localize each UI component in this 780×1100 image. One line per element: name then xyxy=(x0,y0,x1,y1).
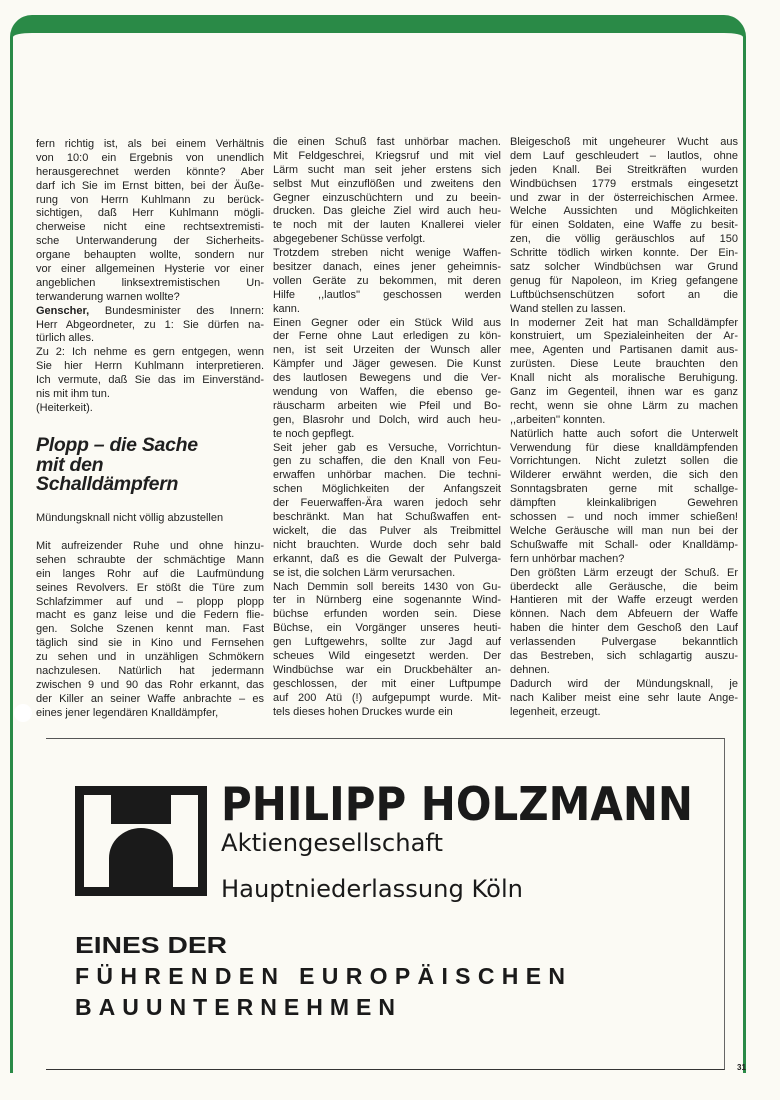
text-line: ein langes Rohr auf die Laufmündung xyxy=(36,567,264,580)
text-line: schen Möglichkeiten der Anfangszeit xyxy=(273,483,501,496)
text-line: können. Nach dem Abfeuern der Waffe xyxy=(510,608,738,621)
text-line: Den größten Lärm erzeugt der Schuß. Er xyxy=(510,566,738,579)
text-line: der Killer an seiner Waffe anbrachte – es xyxy=(36,692,264,705)
text-line: das Bestreben, sich schlagartig auszu- xyxy=(510,649,738,662)
text-line: überdeckt alle Geräusche, die beim xyxy=(510,580,738,593)
heading-line: Plopp – die Sache xyxy=(36,434,198,456)
text-line: satz solcher Windbüchsen war Grund xyxy=(510,261,738,274)
text-line: zen, die völlig geräuschlos auf 150 xyxy=(510,233,738,246)
text-line: Vorrichtungen. Nicht zuletzt sollen die xyxy=(510,455,738,468)
text-line: nicht brauchten. Wurde doch sehr bald xyxy=(273,538,501,551)
text-line xyxy=(36,305,264,319)
text-line: räuscharm arbeiten wie Pfeil und Bo- xyxy=(273,399,501,412)
text-line: Wilderer erwähnt werden, die sich den xyxy=(510,469,738,482)
text-line: Sonntagsbraten gerne mit schallge- xyxy=(510,483,738,496)
text-line: zu sehen und in unzähligen Schmökern xyxy=(36,651,264,664)
text-line: (Heiterkeit). xyxy=(36,401,93,414)
text-line: organe behaupten wollte, sondern nur xyxy=(36,249,264,262)
text-line: Seit jeher gab es Versuche, Vorrichtun- xyxy=(273,441,501,454)
text-line: sche Unterwanderung der Sicherheits- xyxy=(36,235,264,248)
text-line: Bleigeschoß mit ungeheurer Wucht aus xyxy=(510,136,738,148)
text-line: türlich alles. xyxy=(36,332,95,345)
text-line: täglich sind sie in Kino und Fernsehen xyxy=(36,637,264,650)
text-line: haben die hinter dem Geschoß den Lauf xyxy=(510,622,738,635)
holzmann-logo-icon xyxy=(75,786,207,896)
text-line: seines Revolvers. Er stößt die Türe zum xyxy=(36,581,264,594)
text-line: se ist, die solchen Lärm verursachen. xyxy=(273,566,456,579)
ad-slogan-line: FÜHRENDEN EUROPÄISCHEN xyxy=(75,963,565,989)
text-line: Zu 2: Ich nehme es gern entgegen, wenn xyxy=(36,346,264,359)
text-line: sehen schraubte der schmächtige Mann xyxy=(36,553,264,566)
text-line: gen Luftgewehrs, sollte zur Jagd auf xyxy=(273,636,501,649)
text-line: te noch gepflegt. xyxy=(273,427,355,440)
text-line: Trotzdem streben nicht wenige Waffen- xyxy=(273,247,501,260)
text-line: darf ich Sie im Ernst bitten, bei der Äuße- xyxy=(36,179,264,192)
text-line: dämpften kleinkalibrigen Gewehren xyxy=(510,497,738,510)
text-line: Schlafzimmer auf und – plopp plopp xyxy=(36,595,264,608)
text-line: zurüsten. Diese Leute brauchten den xyxy=(510,358,738,371)
text-line: Herr Abgeordneter, zu 1: Sie dürfen na- xyxy=(36,318,264,331)
text-line: mee, Agenten und Partisanen damit aus- xyxy=(510,344,738,357)
text-line: ,,arbeiten'' konnten. xyxy=(510,413,606,426)
text-line: fern richtig ist, als bei einem Verhältnis xyxy=(36,138,264,150)
text-line: Einen Gegner oder ein Stück Wild aus xyxy=(273,316,501,329)
text-line: dem Lauf geschleudert – lautlos, ohne xyxy=(510,149,738,162)
text-line: selbst Mut einzuflößen und zweitens den xyxy=(273,177,501,190)
text-line: Windbüchse war ein Druckbehälter an- xyxy=(273,663,501,676)
ad-legal-form: Aktiengesellschaft xyxy=(221,829,443,857)
text-line: legenheit, erzeugt. xyxy=(510,705,601,718)
text-line: nach Kaliber meist eine sehr laute Ange- xyxy=(510,691,738,704)
text-line: besitzer danach, eines jener geheimnis- xyxy=(273,261,501,274)
column-1-intro xyxy=(36,138,264,416)
text-line: von 10:0 ein Ergebnis von unendlich xyxy=(36,151,264,164)
text-line: Nach Demmin soll bereits 1430 von Gu- xyxy=(273,580,501,593)
text-line: Sie hier Herrn Kuhlmann interpretieren. xyxy=(36,360,264,373)
article-heading xyxy=(36,436,198,495)
text-line: drucken. Das gleiche Ziel wird auch heu- xyxy=(273,205,501,218)
text-line: konstruiert, um Spezialeinheiten der Ar- xyxy=(510,330,738,343)
heading-line: Schalldämpfern xyxy=(36,473,179,495)
text-line: Hantieren mit der Waffe erzeugt werden xyxy=(510,594,738,607)
heading-line: mit den xyxy=(36,453,104,476)
text-line: cherweise nicht eine rechtsextremisti- xyxy=(36,221,264,234)
text-line: Natürlich hatte auch sofort die Unterwelt xyxy=(510,427,738,440)
ad-location: Hauptniederlassung Köln xyxy=(221,875,523,903)
text-line: vollen Geräte zu bekommen, mit deren xyxy=(273,274,501,287)
text-line: recht, wenn sie ohne Lärm zu machen xyxy=(510,399,738,412)
text-line: der Ferne ohne Laut erledigen zu kön- xyxy=(273,330,501,343)
text-span: Bundesminister des Innern: xyxy=(89,304,264,317)
text-line: gen, Blasrohr und Dolch, wird auch heu- xyxy=(273,413,501,426)
text-line: Ich vermute, daß Sie das im Einverständ- xyxy=(36,374,264,387)
article-subheading: Mündungsknall nicht völlig abzustellen xyxy=(36,512,224,524)
text-line: jeden Knall. Bei Streitkräften wurden xyxy=(510,163,738,176)
text-line: Mit aufreizender Ruhe und ohne hinzu- xyxy=(36,540,264,552)
text-line: kann. xyxy=(273,302,300,315)
text-line: Luftbüchsenschützen sofort an die xyxy=(510,288,738,301)
text-line: Schritte tödlich wirken konnte. Der Ein- xyxy=(510,247,738,260)
text-line: schossen – und noch immer schießen! xyxy=(510,511,738,524)
text-line: Knall nicht als moralische Beruhigung. xyxy=(510,372,738,385)
text-line: Hilfe ,,lautlos'' geschossen werden xyxy=(273,288,501,301)
text-line: beschränkt. Man hat Schußwaffen ent- xyxy=(273,511,501,524)
text-line: tels dieses hohen Druckes wurde ein xyxy=(273,705,453,718)
text-line: Ganz im Gegenteil, ihnen war es ganz xyxy=(510,386,738,399)
text-line: gen. Solche Szenen kennt man. Fast xyxy=(36,623,264,636)
text-line: macht es ganz leise und die Federn flie- xyxy=(36,609,264,622)
text-line: eines jener legendären Knalldämpfer, xyxy=(36,706,219,719)
text-line: In moderner Zeit hat man Schalldämpfer xyxy=(510,316,738,329)
column-1-body xyxy=(36,540,264,721)
advertisement-philipp-holzmann xyxy=(46,738,725,1070)
text-line: Kämpfer und Jäger gewesen. Die Kunst xyxy=(273,358,501,371)
text-line: Welche Aussichten und Möglichkeiten xyxy=(510,205,738,218)
text-line: ter in Nürnberg eine sogenannte Wind- xyxy=(273,594,501,607)
text-line: rung von Herrn Kuhlmann zu berück- xyxy=(36,193,264,206)
text-line: te noch mit der lauten Knallerei vieler xyxy=(273,219,501,232)
text-line: Büchse, ein Vorgänger unseres heuti- xyxy=(273,622,501,635)
text-line: nachzulesen. Natürlich hat jedermann xyxy=(36,665,264,678)
text-line: des lautlosen Bewegens und die Ver- xyxy=(273,372,501,385)
ad-slogan-line: BAUUNTERNEHMEN xyxy=(75,994,395,1020)
text-line: terwanderung warnen wollte? xyxy=(36,290,180,303)
text-line: und zwar in der österreichischen Armee. xyxy=(510,191,738,204)
text-line: Lärm sucht man seit jeher erstens sich xyxy=(273,163,501,176)
text-line: fern unhörbar machen? xyxy=(510,552,625,565)
text-line: auf 200 Atü (!) aufgepumpt wurde. Mit- xyxy=(273,691,501,704)
text-line: verlassenden Pulvergase bekanntlich xyxy=(510,636,738,649)
text-line: erkannt, daß es die Gewalt der Pulverga- xyxy=(273,552,501,565)
text-line: büchse erfunden worden sein. Diese xyxy=(273,608,501,621)
text-line: nis mit ihm tun. xyxy=(36,388,110,401)
text-line: genug für Napoleon, im Krieg gefangene xyxy=(510,274,738,287)
text-line: gen zu schaffen, die den Knall von Feu- xyxy=(273,455,501,468)
text-line: Gegner einzuschüchtern und zu beein- xyxy=(273,191,501,204)
text-line: Wand stellen zu lassen. xyxy=(510,302,626,315)
text-line: zwischen 9 und 90 das Rohr erkannt, das xyxy=(36,678,264,691)
text-line: sichtigen, daß Herr Kuhlmann mögli- xyxy=(36,207,264,220)
page-number: 31 xyxy=(737,1063,746,1072)
text-line: für einen Soldaten, eine Waffe zu besit- xyxy=(510,219,738,232)
text-line: Windbüchsen 1779 erstmals eingesetzt xyxy=(510,177,738,190)
ad-artwork xyxy=(46,739,725,1071)
text-line: angeblichen linksextremistischen Un- xyxy=(36,276,264,289)
text-line: die einen Schuß fast unhörbar machen. xyxy=(273,136,501,148)
speaker-name: Genscher, xyxy=(36,304,90,317)
text-line: wickelt, die das Pulver als Treibmittel xyxy=(273,524,501,537)
text-line: herausgerechnet werden könnte? Aber xyxy=(36,165,264,178)
text-line: der Feuerwaffen-Ära waren jedoch sehr xyxy=(273,497,501,510)
ad-slogan-line: EINES DER xyxy=(75,932,228,958)
text-line: erwaffen unhörbar machen. Die techni- xyxy=(273,469,501,482)
text-line: wendung von Waffen, die ebenso ge- xyxy=(273,386,501,399)
text-line: Dadurch wird der Mündungsknall, je xyxy=(510,677,738,690)
text-line: dehnen. xyxy=(510,663,550,676)
scan-blemish xyxy=(14,704,32,722)
text-line: Verwendung für diese knalldämpfenden xyxy=(510,441,738,454)
column-2 xyxy=(273,136,501,719)
text-line: abgegebener Schüsse verfolgt. xyxy=(273,233,426,246)
text-line: Mit Feldgeschrei, Kriegsruf und mit viel xyxy=(273,149,501,162)
text-line: scheues Wild eingesetzt werden. Der xyxy=(273,649,501,662)
text-line: Schußwaffe mit Schall- oder Knalldämp- xyxy=(510,538,738,551)
column-3 xyxy=(510,136,738,719)
ad-company-name: PHILIPP HOLZMANN xyxy=(221,777,693,831)
text-line: nen, ist seit Urzeiten der Wunsch aller xyxy=(273,344,501,357)
text-line: geschlossen, der mit einer Luftpumpe xyxy=(273,677,501,690)
text-line: vor einer allgemeinen Hysterie vor einer xyxy=(36,263,264,276)
text-line: Welche Geräusche will man nun bei der xyxy=(510,524,738,537)
